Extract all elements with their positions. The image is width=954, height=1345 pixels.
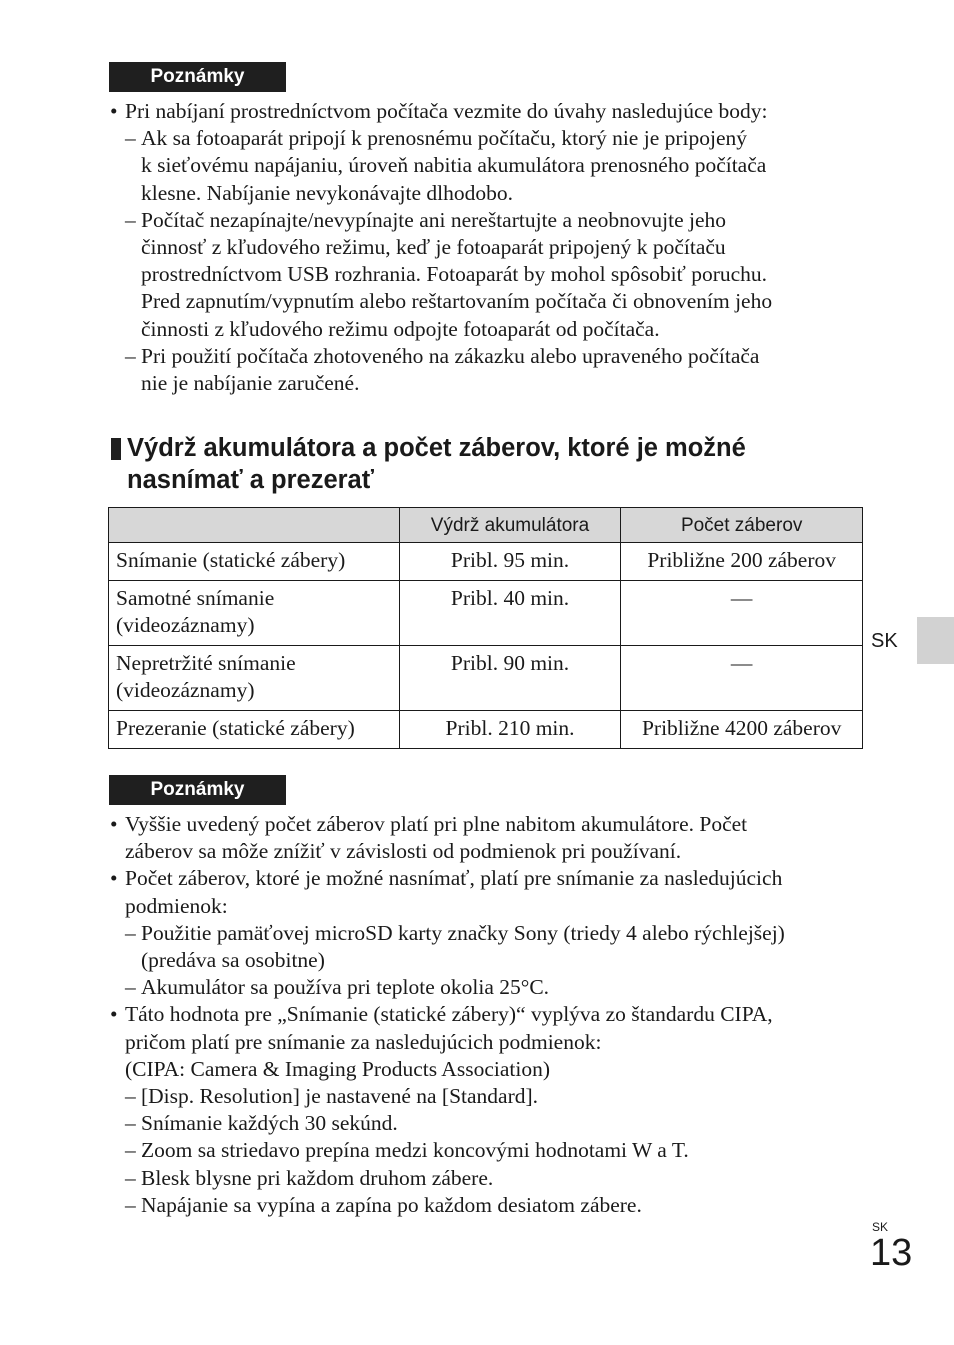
dash-marker: –: [125, 126, 136, 151]
table-cell: Pribl. 95 min.: [399, 543, 621, 581]
text-line: záberov sa môže znížiť v závislosti od podmienok pri používaní.: [125, 839, 682, 864]
notes-label: Poznámky: [109, 62, 286, 92]
table-row: [109, 581, 863, 646]
table-cell: Nepretržité snímanie (videozáznamy): [109, 646, 400, 711]
dash-marker: –: [125, 1192, 136, 1217]
table-header-cell: Výdrž akumulátora: [399, 508, 621, 543]
dash-marker: –: [125, 1111, 136, 1136]
text-line: pričom platí pre snímanie za nasledujúcich podmienok:: [125, 1029, 602, 1054]
dash-item: – Napájanie sa vypína a zapína po každom desiatom zábere.: [109, 1192, 869, 1219]
text-line: (CIPA: Camera & Imaging Products Association): [125, 1056, 550, 1081]
dash-marker: –: [125, 1165, 136, 1190]
dash-item: – Snímanie každých 30 sekúnd.: [109, 1110, 869, 1137]
dash-item: – [Disp. Resolution] je nastavené na [Standard].: [109, 1083, 869, 1110]
table-header-cell: Počet záberov: [621, 508, 863, 543]
section-heading-line: nasnímať a prezerať: [127, 466, 374, 494]
language-tab: [917, 617, 954, 664]
text-line: prostredníctvom USB rozhrania. Fotoaparát by mohol spôsobiť poruchu.: [141, 262, 768, 287]
table-row: [109, 711, 863, 749]
table-cell: Pribl. 40 min.: [399, 581, 621, 646]
dash-item: – Ak sa fotoaparát pripojí k prenosnému počítaču, ktorý nie je pripojený: [109, 125, 869, 152]
language-tab-label: SK: [871, 630, 898, 652]
table-cell: Pribl. 210 min.: [399, 711, 621, 749]
dash-item: – Počítač nezapínajte/nevypínajte ani nereštartujte a neobnovujte jeho: [109, 207, 869, 234]
footer-language: SK: [872, 1220, 889, 1234]
table-cell: Prezeranie (statické zábery): [109, 711, 400, 749]
page-number: 13: [870, 1232, 913, 1274]
table-cell: Približne 4200 záberov: [621, 711, 863, 749]
bullet-marker: •: [110, 1002, 118, 1027]
bullet-item: • Počet záberov, ktoré je možné nasnímať, platí pre snímanie za nasledujúcich: [109, 865, 869, 892]
notes-label: Poznámky: [109, 775, 286, 805]
bullet-item: • Pri nabíjaní prostredníctvom počítača vezmite do úvahy nasledujúce body:: [109, 98, 869, 125]
dash-marker: –: [125, 1084, 136, 1109]
dash-item: – Akumulátor sa používa pri teplote okolia 25°C.: [109, 974, 869, 1001]
text-line: (predáva sa osobitne): [141, 948, 325, 973]
bullet-item: • Vyššie uvedený počet záberov platí pri plne nabitom akumulátore. Počet: [109, 811, 869, 838]
table-cell: —: [621, 581, 863, 646]
text-line: podmienok:: [125, 893, 228, 918]
bullet-marker: •: [110, 866, 118, 891]
dash-marker: –: [125, 207, 136, 232]
bullet-marker: •: [110, 812, 118, 836]
notes-list: [109, 98, 869, 397]
battery-life-table: [108, 507, 863, 749]
table-header-cell: [109, 508, 400, 543]
table-cell: Snímanie (statické zábery): [109, 543, 400, 581]
table-cell: Približne 200 záberov: [621, 543, 863, 581]
dash-item: – Pri použití počítača zhotoveného na zákazku alebo upraveného počítača: [109, 343, 869, 370]
section-heading-line: Výdrž akumulátora a počet záberov, ktoré je možné: [127, 434, 746, 462]
bullet-marker: •: [110, 99, 118, 123]
section-heading: [109, 432, 869, 496]
dash-marker: –: [125, 343, 136, 368]
text-line: k sieťovému napájaniu, úroveň nabitia akumulátora prenosného počítača: [141, 153, 767, 178]
table-cell: —: [621, 646, 863, 711]
table-row: [109, 646, 863, 711]
notes-list: [109, 811, 869, 1219]
dash-item: – Zoom sa striedavo prepína medzi koncovými hodnotami W a T.: [109, 1137, 869, 1164]
table-cell: Pribl. 90 min.: [399, 646, 621, 711]
bullet-item: • Táto hodnota pre „Snímanie (statické zábery)“ vyplýva zo štandardu CIPA,: [109, 1001, 869, 1028]
text-line: klesne. Nabíjanie nevykonávajte dlhodobo.: [141, 180, 513, 205]
text-line: Pred zapnutím/vypnutím alebo reštartovaním počítača či obnovením jeho: [141, 289, 773, 314]
table-header-row: [109, 508, 863, 543]
dash-item: – Blesk blysne pri každom druhom zábere.: [109, 1165, 869, 1192]
table-row: [109, 543, 863, 581]
dash-marker: –: [125, 1138, 136, 1163]
table-cell: Samotné snímanie (videozáznamy): [109, 581, 400, 646]
text-line: nie je nabíjanie zaručené.: [141, 371, 360, 396]
section-marker-icon: [111, 438, 121, 460]
text-line: činnosť z kľudového režimu, keď je fotoaparát pripojený k počítaču: [141, 235, 726, 260]
dash-item: – Použitie pamäťovej microSD karty značky Sony (triedy 4 alebo rýchlejšej): [109, 920, 869, 947]
dash-marker: –: [125, 975, 136, 1000]
dash-marker: –: [125, 920, 136, 945]
text-line: činnosti z kľudového režimu odpojte fotoaparát od počítača.: [141, 316, 660, 341]
